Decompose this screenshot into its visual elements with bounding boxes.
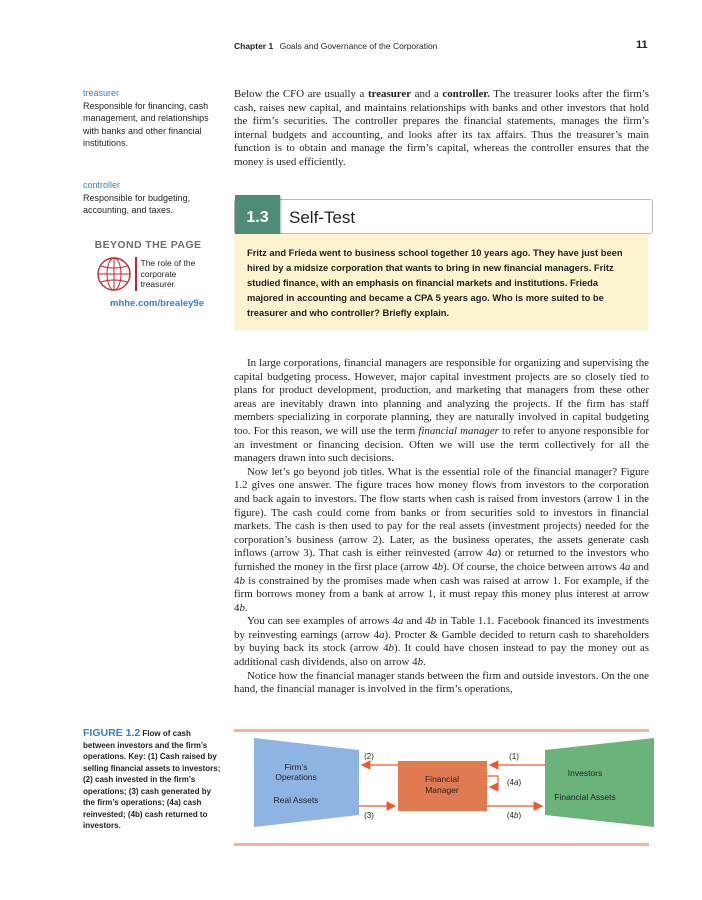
self-test-title: Self-Test — [289, 208, 356, 227]
arrow-2-label: (2) — [364, 752, 374, 761]
main-body — [234, 357, 649, 697]
italic-run: b — [437, 560, 444, 573]
key-term-controller: controller. — [442, 88, 490, 100]
text-run: In large corporations, financial managers are responsible for organizing and supervising the capital budgeting process. However, major capital investment projects are so closely tied to plans for product development, production, and marketing that managers from these other areas are inevitably drawn into planning and analyzing the projects. If the firm has staff members specializing in corporate planning, they are naturally involved in capital budgeting too. For this reason, we will use the term — [234, 357, 649, 437]
figure-top-rule — [234, 729, 649, 732]
arrow-4b-num: (4 — [506, 811, 514, 820]
italic-run: b — [239, 601, 245, 614]
figure-caption-text: Flow of cash between investors and the firm’s operations. Key: (1) Cash raised by selling financial assets to investors; (2) cash invested in the firm’s operations; (3) cash generated by the firm’s operations; (4a) cash reinvested; (4b) cash returned to investors. — [83, 729, 221, 830]
divider — [135, 257, 137, 291]
text-run: and a — [411, 88, 443, 100]
cash-flow-diagram — [234, 733, 659, 833]
glossary-term: treasurer — [83, 88, 120, 98]
italic-run: a — [397, 615, 404, 628]
page-number: 11 — [636, 39, 648, 51]
glossary-definition: Responsible for financing, cash management, and relationships with banks and other financial institutions. — [83, 100, 209, 149]
arrow-4a-letter: a — [514, 778, 519, 787]
ops-label-1: Firm’s — [284, 762, 308, 772]
arrow-4a-num: (4 — [506, 778, 514, 787]
financial-assets-label: Financial Assets — [554, 792, 616, 802]
italic-run: b — [430, 615, 437, 628]
arrow-4b-label — [507, 811, 522, 820]
italic-run: a — [379, 628, 385, 641]
glossary-treasurer — [83, 87, 213, 150]
globe-icon — [96, 256, 132, 292]
intro-paragraph — [234, 88, 649, 170]
text-run: You can see examples of arrows 4 — [247, 615, 398, 628]
arrow-4a-label — [507, 778, 522, 787]
investors-label: Investors — [567, 768, 603, 778]
text-run: in Table 1.1. Facebook financed its investments by reinvesting earnings (arrow 4 — [234, 615, 649, 641]
italic-run: b — [417, 656, 424, 669]
text-run: . — [423, 656, 426, 669]
self-test-number: 1.3 — [235, 195, 280, 240]
arrow-4b-close: ) — [518, 811, 522, 820]
italic-run: a — [491, 547, 498, 560]
text-run: and 4 — [403, 615, 431, 628]
figure-caption — [83, 728, 223, 832]
key-term-treasurer: treasurer — [367, 88, 412, 100]
paragraph — [234, 466, 649, 616]
italic-run: a — [624, 560, 631, 573]
text-run: and 4 — [234, 560, 649, 587]
beyond-the-page — [83, 239, 213, 309]
glossary-term: controller — [83, 180, 121, 190]
manager-label-1: Financial — [424, 774, 460, 784]
firm-operations-shape — [254, 738, 359, 827]
arrow-4b-letter: b — [514, 811, 519, 820]
beyond-the-page-link[interactable]: mhhe.com/brealey9e — [110, 298, 204, 309]
text-run: Below the CFO are usually a — [234, 88, 368, 100]
paragraph — [234, 615, 649, 669]
italic-run: b — [388, 642, 394, 655]
text-run: is constrained by the promises made when cash was raised at arrow 1. For example, if the firm borrows money from a bank at arrow 1, it must repay this money plus interest at arrow 4 — [234, 574, 649, 614]
italic-term: financial manager — [418, 424, 499, 437]
arrow-3-label: (3) — [364, 811, 374, 820]
glossary-definition: Responsible for budgeting, accounting, and taxes. — [83, 192, 191, 216]
text-run: The treasurer looks after the firm’s cash, raises new capital, and maintains relationships with banks and other investors that hold the firm’s securities. The controller prepares the financial statements, manages the firm’s internal budgets and accounting, and looks after its tax affairs. Thus the treasurer’s main function is to obtain and manage the firm’s capital, whereas the controller ensures that the money is used efficiently. — [234, 88, 649, 168]
investors-shape — [545, 738, 654, 827]
glossary-controller — [83, 179, 213, 217]
paragraph — [234, 357, 649, 466]
text-run: ). Procter & Gamble decided to return cash to shareholders by buying back its stock (arrow 4 — [234, 628, 649, 655]
arrow-4a-close: ) — [518, 778, 522, 787]
beyond-the-page-title: BEYOND THE PAGE — [94, 239, 202, 251]
manager-label-2: Manager — [425, 785, 459, 795]
chapter-label: Chapter 1 — [234, 41, 274, 51]
text-run: to refer to anyone responsible for an investment or financing decision. Often we will use the term collectively for all the managers drawn into such decisions. — [234, 424, 649, 465]
figure-label: FIGURE 1.2 — [83, 727, 141, 739]
paragraph: Notice how the financial manager stands between the firm and outside investors. On the one hand, the financial manager is involved in the firm’s operations, — [234, 669, 649, 696]
text-run: ). Of course, the choice between arrows 4 — [443, 560, 625, 573]
ops-real-assets: Real Assets — [273, 795, 319, 805]
running-header — [234, 41, 437, 51]
italic-run: b — [239, 574, 245, 587]
ops-label-2: Operations — [275, 772, 317, 782]
text-run: Now let’s go beyond job titles. What is the essential role of the financial manager? Figure 1.2 gives one answer. The figure traces how money flows from investors to the corporation and back again to investors. The flow starts when cash is raised from investors (arrow 1 in the figure). The cash could come from banks or from securities sold to investors in financial markets. The cash is then used to pay for the real assets (investment projects) needed for the corporation’s business (arrow 2). Later, as the business operates, the assets generate cash inflows (arrow 3). That cash is either reinvested (arrow 4 — [234, 465, 649, 560]
beyond-the-page-description: The role of the corporate treasurer — [140, 258, 196, 290]
arrow-1-label: (1) — [509, 752, 519, 761]
self-test-question: Fritz and Frieda went to business school together 10 years ago. They have just been hired by a midsize corporation that wants to bring in new financial managers. Fritz studied finance, with an emphasis on financial markets and institutions. Frieda majored in accounting and became a CPA 5 years ago. Who is more suited to be treasurer and who controller? Briefly explain. — [234, 234, 648, 330]
text-run: ) or returned to the investors who furnished the money in the first place (arrow 4 — [234, 547, 649, 573]
text-run: ). It could have chosen instead to pay the money out as additional cash dividends, also on arrow 4 — [234, 642, 649, 669]
text-run: . — [244, 601, 248, 614]
arrow-4a — [487, 776, 498, 787]
figure-bottom-rule — [234, 843, 649, 846]
chapter-title: Goals and Governance of the Corporation — [279, 41, 438, 51]
